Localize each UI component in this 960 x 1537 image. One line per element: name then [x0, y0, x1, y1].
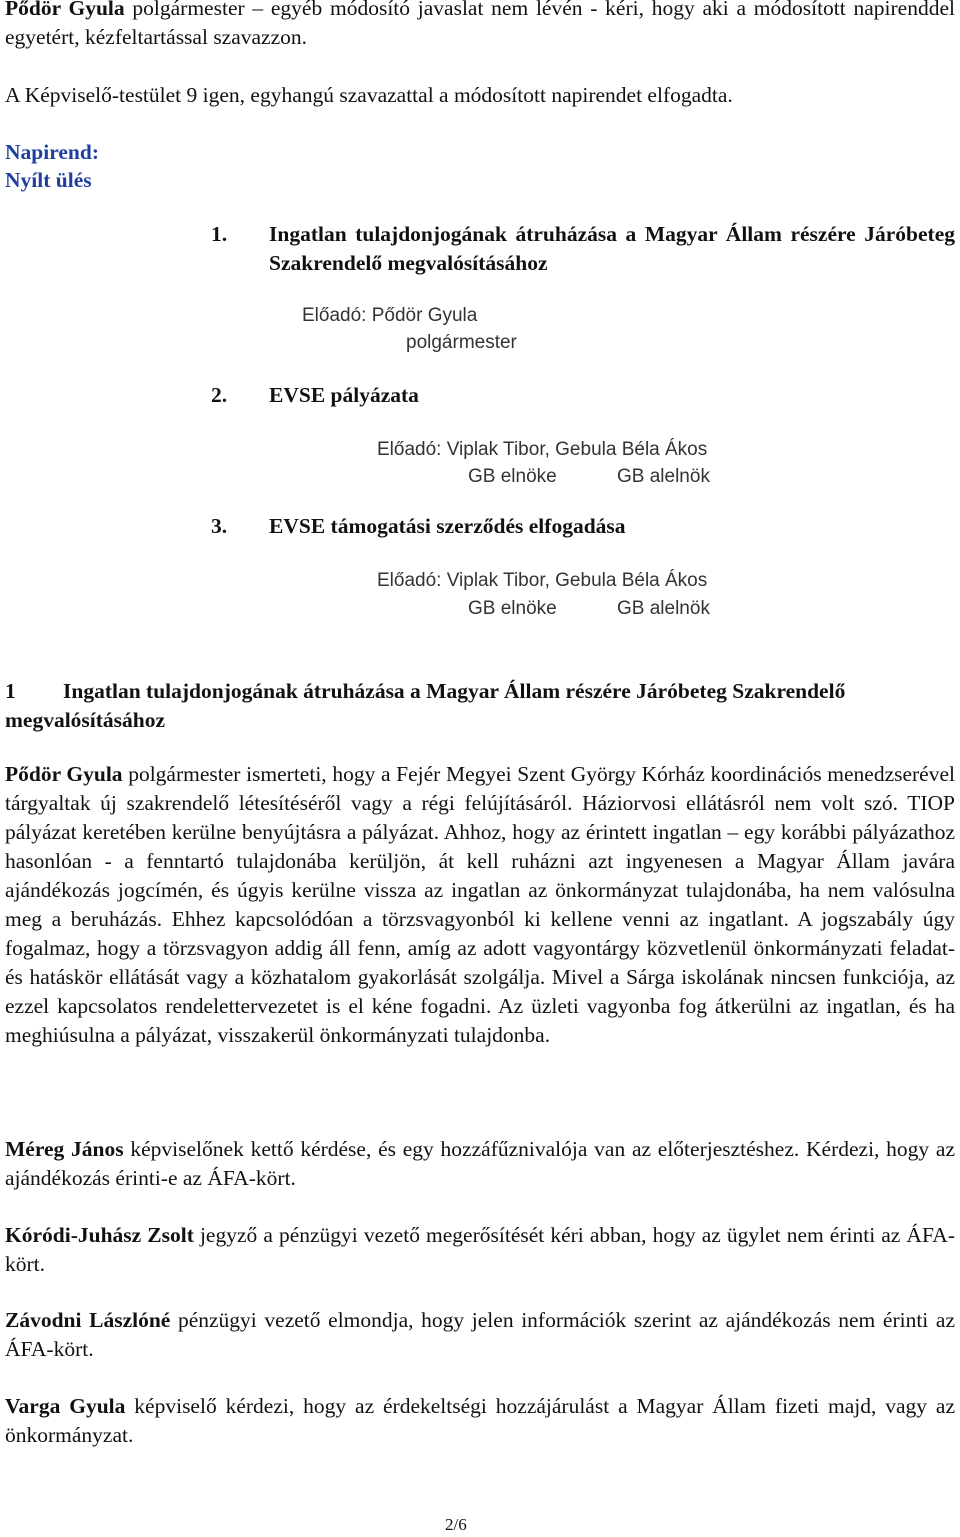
speaker-name: Pődör Gyula [5, 762, 123, 786]
agenda-item-number: 1. [211, 222, 228, 246]
discussion-paragraph [5, 760, 955, 1050]
agenda-item-presenter-role: GB elnöke [468, 466, 557, 487]
speaker-text: polgármester – egyéb módosító javaslat nem lévén - kéri, hogy aki a módosított napirenddel egyetért, kézfeltartással szavazzon. [5, 0, 955, 49]
discussion-paragraph [5, 1135, 955, 1193]
discussion-paragraph [5, 1392, 955, 1450]
agenda-item-presenter-role: GB elnöke [468, 598, 557, 619]
agenda-item-presenter: Előadó: Pődör Gyula [302, 305, 478, 326]
agenda-item-presenter-role: polgármester [406, 332, 517, 353]
intro-paragraph-vote-result: A Képviselő-testület 9 igen, egyhangú szavazattal a módosított napirendet elfogadta. [5, 83, 733, 107]
discussion-paragraph [5, 1221, 955, 1279]
speaker-text: képviselőnek kettő kérdése, és egy hozzáfűznivalója van az előterjesztéshez. Kérdezi, hogy az ajándékozás érinti-e az ÁFA-kört. [5, 1137, 956, 1190]
agenda-item-presenter: Előadó: Viplak Tibor, Gebula Béla Ákos [377, 439, 708, 460]
discussion-paragraph [5, 1306, 955, 1364]
section-number: 1 [5, 679, 16, 703]
agenda-item-number: 2. [211, 383, 228, 407]
agenda-item-title: EVSE pályázata [269, 383, 419, 407]
speaker-name: Varga Gyula [5, 1394, 126, 1418]
speaker-name: Závodni Lászlóné [5, 1308, 171, 1332]
agenda-item-presenter: Előadó: Viplak Tibor, Gebula Béla Ákos [377, 570, 708, 591]
speaker-name: Méreg János [5, 1137, 124, 1161]
speaker-name: Kóródi-Juhász Zsolt [5, 1223, 194, 1247]
speaker-name: Pődör Gyula [5, 0, 125, 20]
agenda-item-presenter-role: GB alelnök [617, 598, 710, 619]
agenda-item-presenter-role: GB alelnök [617, 466, 710, 487]
section-title: Ingatlan tulajdonjogának átruházása a Magyar Állam részére Járóbeteg Szakrendelő megvalósításához [5, 679, 846, 732]
intro-paragraph-vote-request [5, 0, 955, 52]
speaker-text: jegyző a pénzügyi vezető megerősítését kéri abban, hogy az ügylet nem érinti az ÁFA-kört. [5, 1223, 955, 1276]
agenda-item-title: Ingatlan tulajdonjogának átruházása a Magyar Állam részére Járóbeteg Szakrendelő megvalósításához [269, 222, 955, 275]
speaker-text: polgármester ismerteti, hogy a Fejér Megyei Szent György Kórház koordinációs menedzserével tárgyaltak új szakrendelő létesítéséről vagy a régi felújításáról. Háziorvosi ellátásról nem volt szó. TIOP pályázat keretében kerülne benyújtásra a pályázat. Ahhoz, hogy az érintett ingatlan – egy korábbi pályázathoz hasonlóan - a fenntartó tulajdonába kerüljön, át kell ruházni azt ingyenesen a Magyar Állam javára ajándékozás jogcímén, és úgyis kerülne vissza az ingatlan az önkormányzat tulajdonába, ha nem valósulna meg a beruházás. Ehhez kapcsolódóan a törzsvagyonból ki kellene venni az ingatlant. A jogszabály úgy fogalmaz, hogy a törzsvagyon addig áll fenn, amíg az adott vagyontárgy közvetlenül önkormányzati feladat- és hatáskör ellátását vagy a közhatalom gyakorlását szolgálja. Mivel a Sárga iskolának nincsen funkciója, az ezzel kapcsolatos rendelettervezetet is el kéne fogadni. Az üzleti vagyonba fog átkerülni az ingatlan, és ha meghiúsulna a pályázat, visszakerül önkormányzati tulajdonba. [5, 762, 955, 1047]
agenda-heading: Napirend: [5, 140, 99, 164]
agenda-item-number: 3. [211, 514, 228, 538]
agenda-subheading: Nyílt ülés [5, 168, 92, 192]
agenda-item-title: EVSE támogatási szerződés elfogadása [269, 514, 626, 538]
speaker-text: képviselő kérdezi, hogy az érdekeltségi hozzájárulást a Magyar Állam fizeti majd, vagy az önkormányzat. [5, 1394, 956, 1447]
speaker-text: pénzügyi vezető elmondja, hogy jelen információk szerint az ajándékozás nem érinti az ÁFA-kört. [5, 1308, 956, 1361]
page-number: 2/6 [445, 1515, 467, 1534]
